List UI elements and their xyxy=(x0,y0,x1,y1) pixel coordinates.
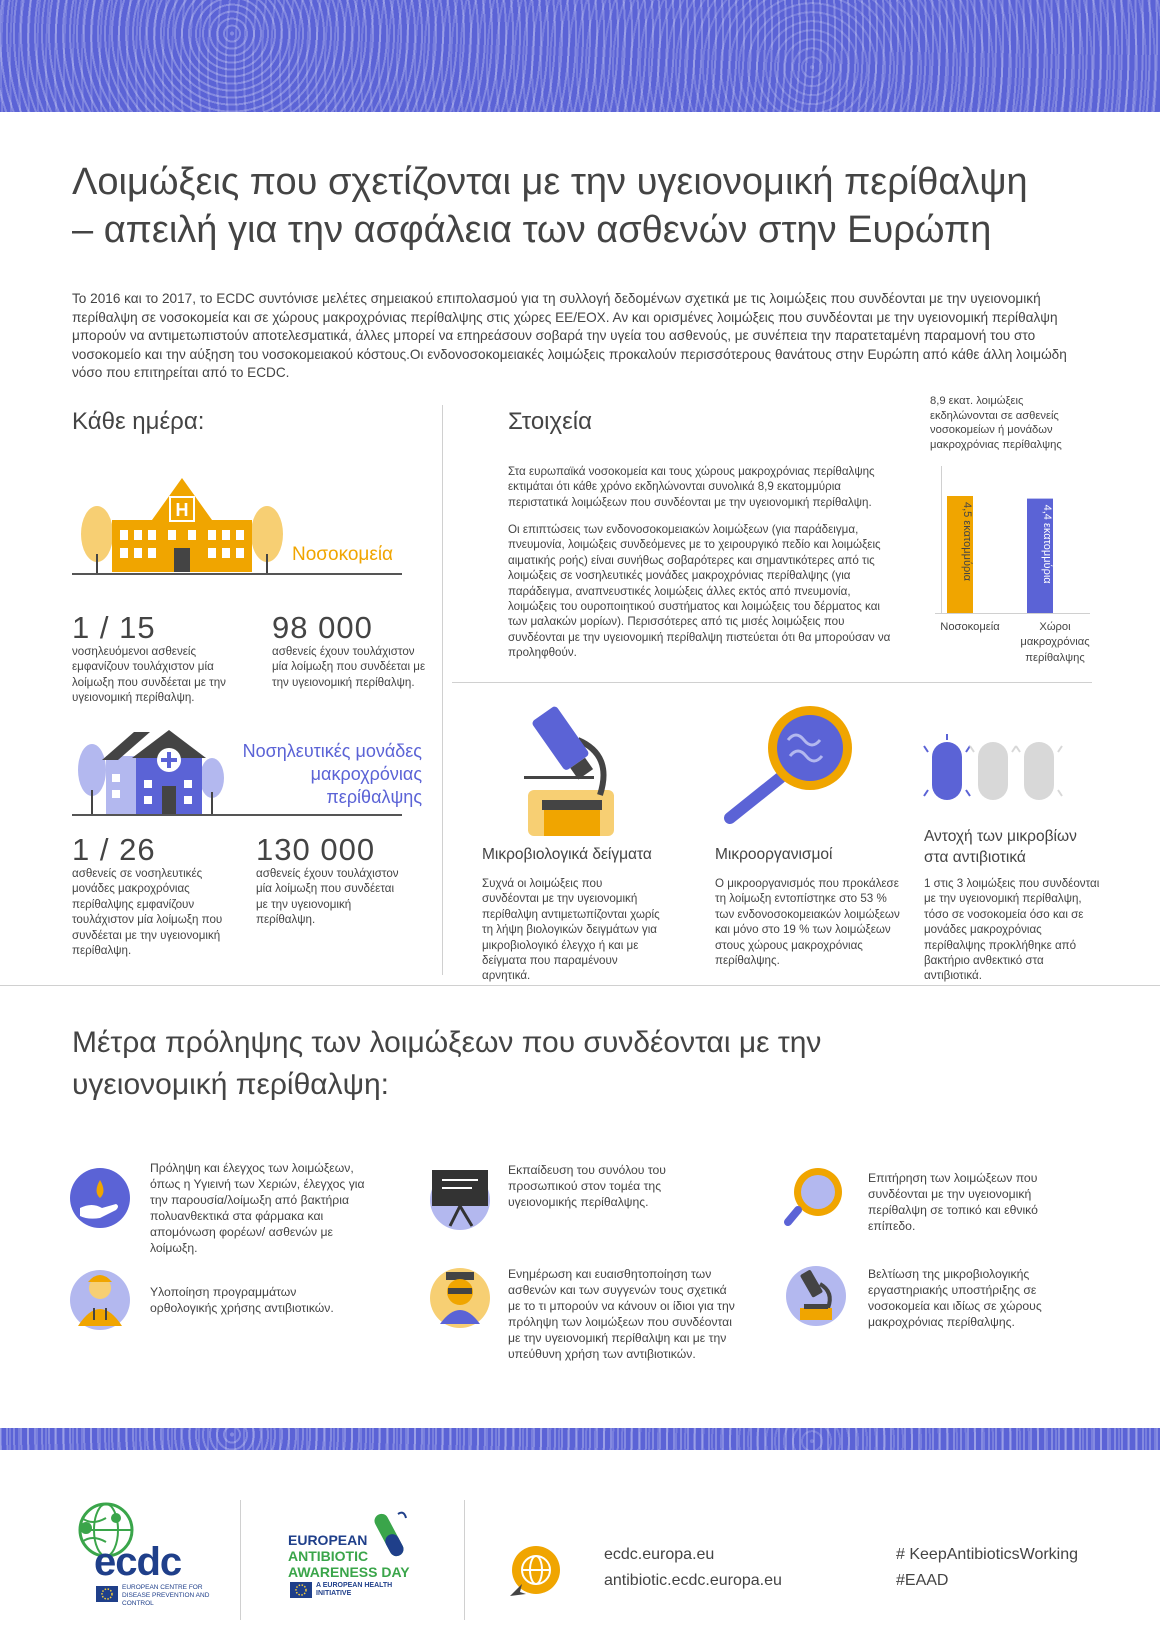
prevention-heading-line-1: Μέτρα πρόληψης των λοιμώξεων που συνδέονται με την xyxy=(72,1026,822,1059)
link-ecdc[interactable]: ecdc.europa.eu xyxy=(604,1546,715,1563)
prevention-heading-line-2: υγειονομική περίθαλψη: xyxy=(72,1068,390,1101)
footer-divider-1 xyxy=(240,1500,241,1620)
care-home-label xyxy=(200,740,422,809)
eaad-subtitle: A EUROPEAN HEALTH INITIATIVE xyxy=(316,1582,393,1597)
care-home-label-line-3: περίθαλψης xyxy=(326,787,422,807)
card-title-samples: Μικροβιολογικά δείγματα xyxy=(482,846,652,863)
chart-category-hospitals: Νοσοκομεία xyxy=(940,621,1000,633)
eaad-line-1: EUROPEAN xyxy=(288,1532,368,1548)
section-divider xyxy=(0,985,1160,986)
eu-flag-icon xyxy=(96,1586,118,1602)
prevention-item-lab-support: Βελτίωση της μικροβιολογικής εργαστηριακής υποστήριξης σε νοσοκομεία και ιδίως σε χώρους μακροχρόνιας περίθαλψης. xyxy=(868,1267,1042,1329)
care-home-ground-line xyxy=(72,814,402,816)
stat-care-home-count: 130 000 xyxy=(256,832,376,867)
bacteria-icon xyxy=(922,732,1082,812)
eaad-line-3: AWARENESS DAY xyxy=(288,1564,410,1580)
bottom-pattern-band xyxy=(0,1428,1160,1450)
hashtag-eaad[interactable]: #EAAD xyxy=(896,1572,949,1589)
prevention-item-antibiotic-stewardship: Υλοποίηση προγραμμάτων ορθολογικής χρήσης αντιβιοτικών. xyxy=(150,1285,334,1315)
care-home-label-line-1: Νοσηλευτικές μονάδες xyxy=(242,741,422,761)
card-title-microorganisms: Μικροοργανισμοί xyxy=(715,846,833,863)
intro-paragraph: Το 2016 και το 2017, το ECDC συντόνισε μελέτες σημειακού επιπολασμού για τη συλλογή δεδομένων σχετικά με τις λοιμώξεις που συνδέονται με την υγειονομική περίθαλψη σε νοσοκομεία και σε χώρους μακροχρόνιας περίθαλψης στις χώρες ΕΕ/ΕΟΧ. Αν και ορισμένες λοιμώξεις που συνδέονται με την υγειονομική περίθαλψη μπορούν να αντιμετωπιστούν αποτελεσματικά, άλλες μπορεί να επηρεάσουν σοβαρά την υγεία του ασθενούς, με συνέπεια την παρατεταμένη παραμονή του στο νοσοκομείο και την αύξηση του νοσοκομειακού κόστους.Οι ενδονοσοκομειακές λοιμώξεις προκαλούν περισσότερους θανάτους στην Ευρώπη από κάθε άλλη λοιμώδη νόσο που επιτηρείται από το ECDC. xyxy=(72,291,1067,381)
every-day-heading: Κάθε ημέρα: xyxy=(72,408,205,435)
chart-category-care-homes: Χώροι μακροχρόνιας περίθαλψης xyxy=(1020,621,1090,664)
microscope-icon xyxy=(518,700,628,838)
stat-care-home-ratio: 1 / 26 xyxy=(72,832,156,867)
chart-bar-label-1: 4,4 εκατομμύρια xyxy=(1041,504,1053,584)
facts-heading: Στοιχεία xyxy=(508,408,593,435)
chart-axis-left xyxy=(941,466,942,614)
magnifier-icon xyxy=(720,700,870,830)
facts-paragraph-2: Οι επιπτώσεις των ενδονοσοκομειακών λοιμώξεων (για παράδειγμα, πνευμονία, λοιμώξεις συνδεόμενες με το χειρουργικό πεδίο και λοιμώξεις αιματικής ροής) είναι συνήθως σοβαρότερες και σημαντικότερες από τις λοιμώξεις σε νοσηλευτικές μονάδες μακροχρόνιας περίθαλψης (για παράδειγμα, αναπνευστικές λοιμώξεις άλλες εκτός από πνευμονία, λοιμώξεις του ουροποιητικού συστήματος και λοιμώξεις του δέρματος και των μαλακών μορίων). Περισσότερες από τις μισές λοιμώξεις που συνδέονται με την υγειονομική περίθαλψη πιστεύεται ότι θα μπορούσαν να προληφθούν. xyxy=(508,523,891,660)
facts-divider xyxy=(452,682,1092,683)
facts-paragraph-1: Στα ευρωπαϊκά νοσοκομεία και τους χώρους μακροχρόνιας περίθαλψης εκτιμάται ότι κάθε χρόνο εκδηλώνονται συνολικά 8,9 εκατομμύρια περιστατικά λοιμώξεων που συνδέονται με την υγειονομική περίθαλψη. xyxy=(508,465,875,509)
card-text-samples: Συχνά οι λοιμώξεις που συνδέονται με την υγειονομική περίθαλψη αντιμετωπίζονται χωρίς τη λήψη βιολογικών δειγμάτων για μικροβιολογικό έλεγχο ή και με δείγματα που παραμένουν αρνητικά. xyxy=(482,877,660,983)
stat-hospital-ratio-text: νοσηλευόμενοι ασθενείς εμφανίζουν τουλάχιστον μία λοίμωξη που συνδέεται με την υγειονομική περίθαλψη. xyxy=(72,645,226,705)
hospital-label: Νοσοκομεία xyxy=(292,544,394,565)
prevention-item-surveillance: Επιτήρηση των λοιμώξεων που συνδέονται με την υγειονομική περίθαλψη σε τοπικό και εθνικό επίπεδο. xyxy=(868,1171,1038,1233)
column-divider xyxy=(442,405,443,975)
card-text-resistance: 1 στις 3 λοιμώξεις που συνδέονται με την υγειονομική περίθαλψη, τόσο σε νοσοκομεία όσο και σε μονάδες μακροχρόνιας περίθαλψης προκλήθηκε από βακτήριο ανθεκτικό στα αντιβιοτικά. xyxy=(924,877,1100,983)
prevention-item-patient-awareness: Ενημέρωση και ευαισθητοποίηση των ασθενών και των συγγενών τους σχετικά με το τι μπορούν να κάνουν οι ίδιοι για την πρόληψη των λοιμώξεων που συνδέονται με την υγειονομική περίθαλψη και με την υπεύθυνη χρήση των αντιβιοτικών. xyxy=(508,1267,735,1361)
card-text-microorganisms: Ο μικροοργανισμός που προκάλεσε τη λοίμωξη εντοπίστηκε στο 53 % των ενδονοσοκομειακών λοιμώξεων και μόνο στο 19 % των λοιμώξεων στους χώρους μακροχρόνιας περίθαλψης. xyxy=(715,877,900,968)
hashtag-keep-antibiotics-working[interactable]: # KeepAntibioticsWorking xyxy=(896,1546,1079,1563)
eaad-logo-text xyxy=(288,1532,410,1580)
chart-title: 8,9 εκατ. λοιμώξεις εκδηλώνονται σε ασθενείς νοσοκομείων ή μονάδων μακροχρόνιας περίθαλψης xyxy=(930,395,1062,451)
stat-hospital-ratio: 1 / 15 xyxy=(72,610,156,645)
patient-awareness-icon xyxy=(428,1264,492,1328)
hand-hygiene-icon xyxy=(70,1168,130,1228)
ecdc-logo-text: ecdc xyxy=(94,1540,182,1584)
web-globe-icon xyxy=(506,1544,562,1600)
lab-microscope-icon xyxy=(784,1264,848,1328)
hospital-sign: H xyxy=(175,500,189,520)
training-board-icon xyxy=(428,1166,492,1230)
prevention-item-infection-control: Πρόληψη και έλεγχος των λοιμώξεων, όπως η Υγιεινή των Χεριών, έλεγχος για την παρουσία/λοίμωξη από βακτήρια πολυανθεκτικά στα φάρμακα και απομόνωση φορέων/ ασθενών με λοίμωξη. xyxy=(150,1161,365,1255)
top-pattern-band xyxy=(0,0,1160,112)
link-antibiotic[interactable]: antibiotic.ecdc.europa.eu xyxy=(604,1572,782,1589)
hospital-ground-line xyxy=(72,573,402,575)
ecdc-subtitle: EUROPEAN CENTRE FOR DISEASE PREVENTION AND CONTROL xyxy=(122,1584,210,1607)
stat-care-home-ratio-text: ασθενείς σε νοσηλευτικές μονάδες μακροχρόνιας περίθαλψης εμφανίζουν τουλάχιστον μία λοίμωξη που συνδέεται με την υγειονομική περίθαλψη. xyxy=(72,867,223,958)
eaad-line-2: ANTIBIOTIC xyxy=(288,1548,369,1564)
footer-divider-2 xyxy=(464,1500,465,1620)
title-line-2: – απειλή για την ασφάλεια των ασθενών στην Ευρώπη xyxy=(72,209,992,251)
stat-care-home-count-text: ασθενείς έχουν τουλάχιστον μία λοίμωξη που συνδέεται με την υγειονομική περίθαλψη. xyxy=(256,867,399,927)
chart-axis-base xyxy=(935,613,1090,614)
care-home-label-line-2: μακροχρόνιας xyxy=(310,764,422,784)
pharmacist-icon xyxy=(70,1268,130,1330)
prevention-item-staff-training: Εκπαίδευση του συνόλου του προσωπικού στον τομέα της υγειονομικής περίθαλψης. xyxy=(508,1163,666,1209)
stat-hospital-count: 98 000 xyxy=(272,610,373,645)
title-line-1: Λοιμώξεις που σχετίζονται με την υγειονομική περίθαλψη xyxy=(72,161,1028,203)
prevention-heading xyxy=(72,1022,1072,1106)
stat-hospital-count-text: ασθενείς έχουν τουλάχιστον μία λοίμωξη που συνδέεται με την υγειονομική περίθαλψη. xyxy=(272,645,426,689)
card-title-resistance: Αντοχή των μικροβίων στα αντιβιοτικά xyxy=(924,828,1077,866)
chart-bar-label-0: 4,5 εκατομμύρια xyxy=(961,502,973,582)
eu-flag-icon-2 xyxy=(290,1582,312,1598)
page-title xyxy=(72,158,1092,254)
surveillance-magnifier-icon xyxy=(784,1164,848,1228)
